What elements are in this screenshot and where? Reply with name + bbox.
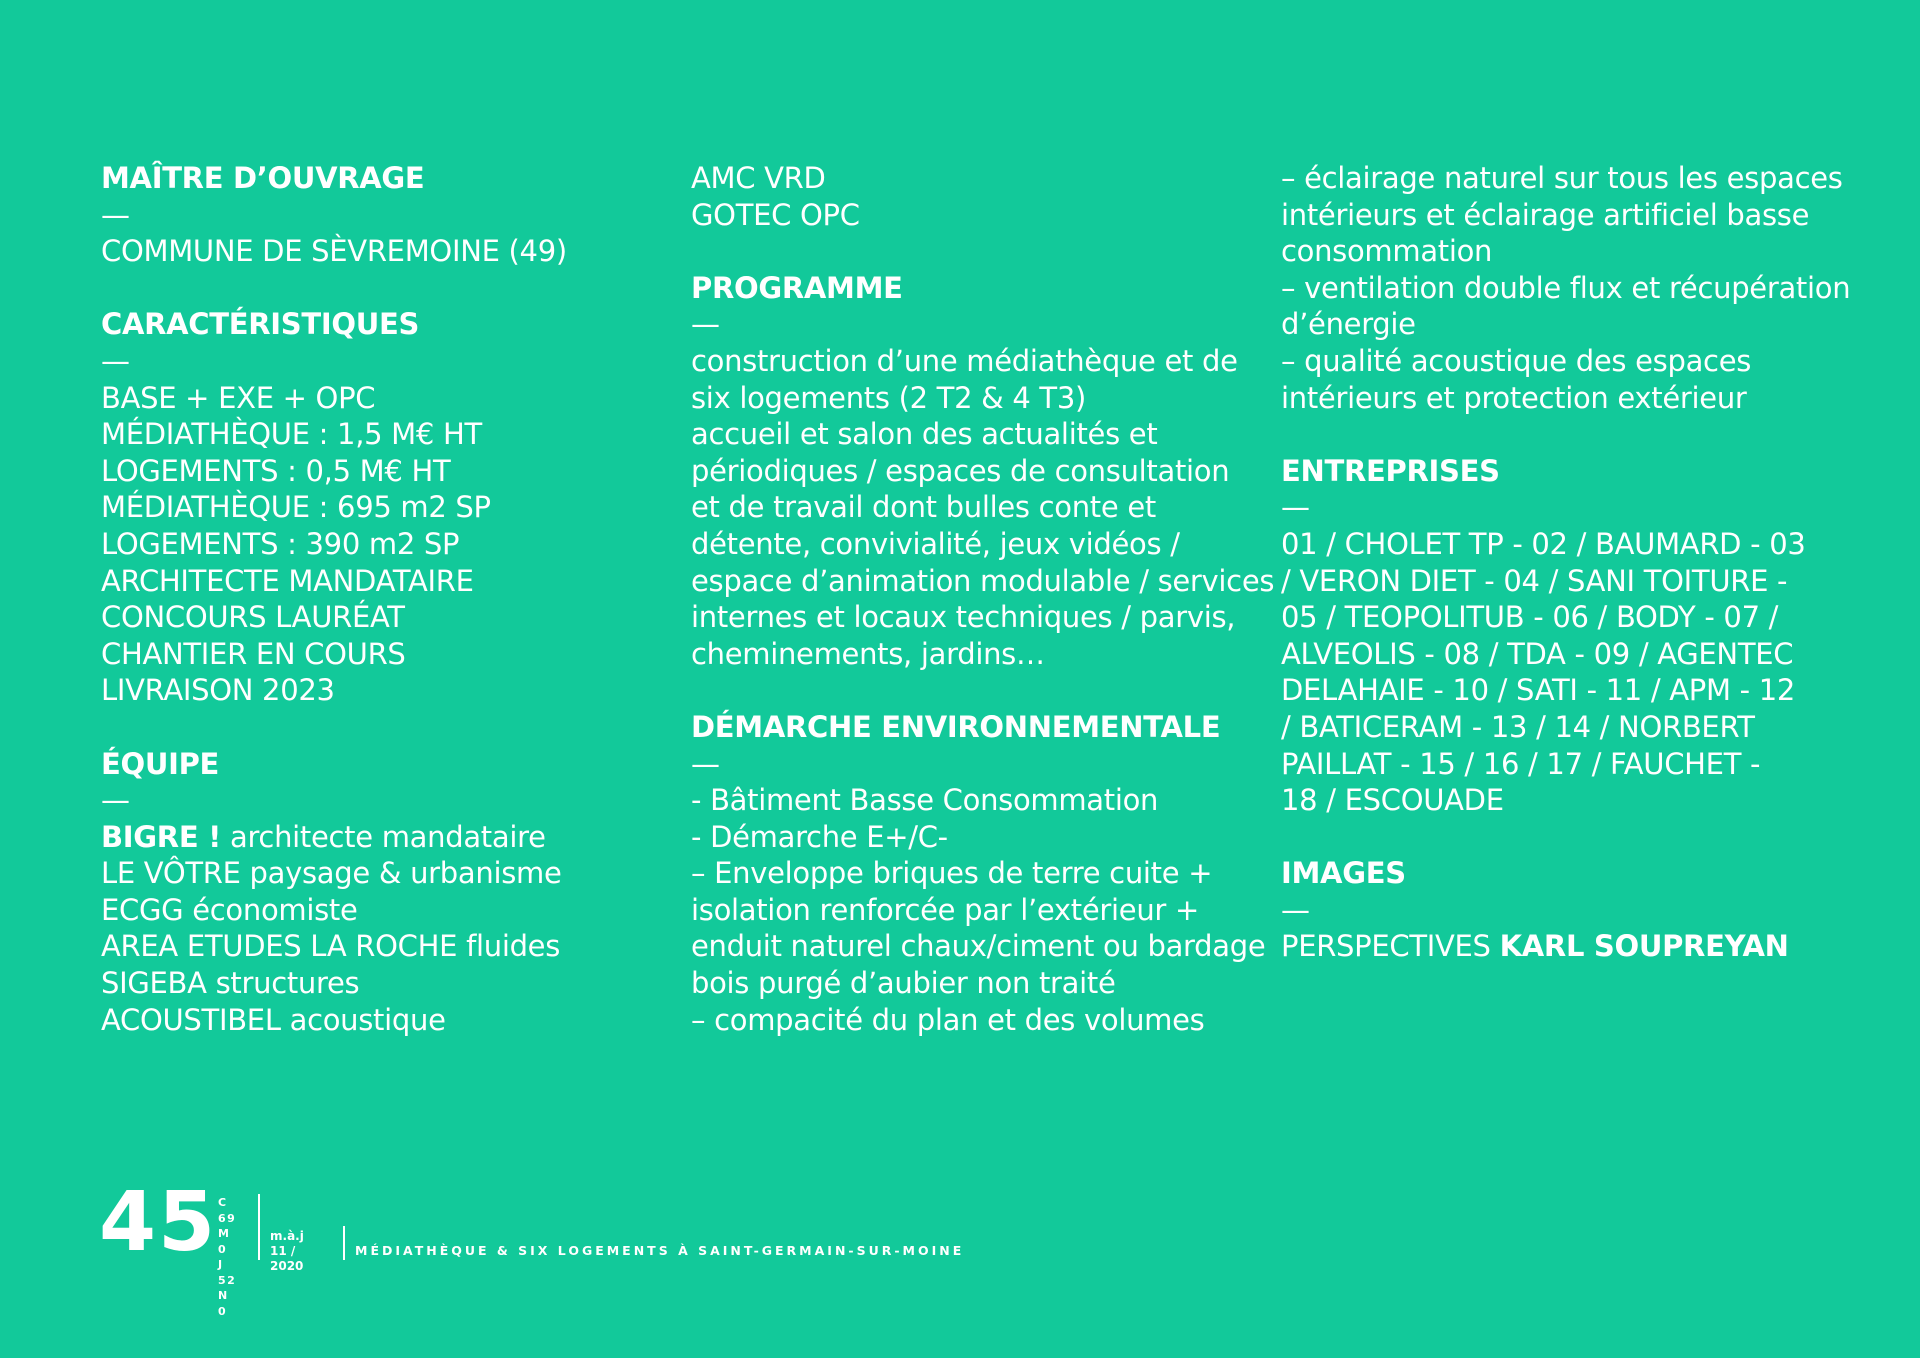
cmyk-j: J 52	[218, 1258, 237, 1287]
page-number: 45	[99, 1175, 218, 1270]
entreprises-line: 05 / TEOPOLITUB - 06 / BODY - 07 /	[1281, 600, 1779, 635]
section-dash: —	[1281, 892, 1310, 927]
programme-line: internes et locaux techniques / parvis,	[691, 600, 1236, 635]
team-member-role: fluides	[457, 929, 561, 964]
caracteristique-line: LOGEMENTS : 0,5 M€ HT	[101, 453, 451, 488]
team-member-continued: GOTEC OPC	[691, 197, 860, 232]
column-1	[101, 160, 661, 1038]
programme-line: cheminements, jardins…	[691, 636, 1045, 671]
demarche-line: – compacité du plan et des volumes	[691, 1002, 1205, 1037]
team-member-continued: AMC VRD	[691, 161, 826, 195]
demarche-line-continued: intérieurs et protection extérieur	[1281, 380, 1747, 415]
team-member-name: LE VÔTRE	[101, 856, 241, 891]
cmyk-values	[218, 1195, 236, 1319]
team-member-role: structures	[206, 966, 360, 1001]
entreprises-line: / VERON DIET - 04 / SANI TOITURE -	[1281, 563, 1788, 598]
entreprises-line: / BATICERAM - 13 / 14 / NORBERT	[1281, 709, 1755, 744]
programme-line: périodiques / espaces de consultation	[691, 453, 1230, 488]
section-dash: —	[691, 746, 720, 781]
demarche-line-continued: d’énergie	[1281, 307, 1416, 342]
programme-line: construction d’une médiathèque et de	[691, 343, 1238, 378]
caracteristique-line: LIVRAISON 2023	[101, 673, 335, 708]
cmyk-n: N 0	[218, 1289, 229, 1318]
caracteristique-line: MÉDIATHÈQUE : 695 m2 SP	[101, 490, 491, 525]
caracteristique-line: BASE + EXE + OPC	[101, 380, 376, 415]
demarche-line: – Enveloppe briques de terre cuite +	[691, 856, 1213, 891]
programme-line: détente, convivialité, jeux vidéos /	[691, 526, 1180, 561]
images-credit-name: KARL SOUPREYAN	[1499, 929, 1789, 964]
entreprises-line: 18 / ESCOUADE	[1281, 783, 1504, 818]
demarche-line-continued: – ventilation double flux et récupération	[1281, 270, 1851, 305]
programme-line: six logements (2 T2 & 4 T3)	[691, 380, 1087, 415]
demarche-line: - Démarche E+/C-	[691, 819, 948, 854]
caracteristique-line: ARCHITECTE MANDATAIRE	[101, 563, 474, 598]
section-dash: —	[101, 197, 130, 232]
project-title: MÉDIATHÈQUE & SIX LOGEMENTS À SAINT-GERMAIN-SUR-MOINE	[355, 1243, 965, 1258]
team-member	[101, 928, 661, 965]
entreprises-line: PAILLAT - 15 / 16 / 17 / FAUCHET -	[1281, 746, 1761, 781]
cmyk-m: M 0	[218, 1227, 231, 1256]
demarche-line: - Bâtiment Basse Consommation	[691, 783, 1159, 818]
maitre-ouvrage-heading: MAÎTRE D’OUVRAGE	[101, 161, 425, 195]
demarche-line: bois purgé d’aubier non traité	[691, 966, 1116, 1001]
entreprises-heading: ENTREPRISES	[1281, 453, 1500, 488]
programme-line: espace d’animation modulable / services	[691, 563, 1275, 598]
team-member-role: acoustique	[280, 1002, 446, 1037]
programme-line: accueil et salon des actualités et	[691, 417, 1158, 452]
team-member	[101, 1002, 661, 1039]
section-dash: —	[101, 343, 130, 378]
caracteristiques-heading: CARACTÉRISTIQUES	[101, 307, 420, 342]
maitre-ouvrage-value: COMMUNE DE SÈVREMOINE (49)	[101, 234, 567, 269]
demarche-line-continued: – éclairage naturel sur tous les espaces	[1281, 161, 1843, 195]
images-credit-prefix: PERSPECTIVES	[1281, 929, 1500, 964]
team-member-role: architecte mandataire	[221, 819, 546, 854]
team-member	[101, 965, 661, 1002]
update-date: 11 / 2020	[270, 1244, 304, 1273]
column-2	[691, 160, 1275, 1038]
entreprises-line: ALVEOLIS - 08 / TDA - 09 / AGENTEC	[1281, 636, 1794, 671]
team-member-name: SIGEBA	[101, 966, 207, 1001]
caracteristique-line: CHANTIER EN COURS	[101, 636, 406, 671]
team-member	[101, 892, 661, 929]
caracteristique-line: LOGEMENTS : 390 m2 SP	[101, 526, 460, 561]
demarche-line: enduit naturel chaux/ciment ou bardage	[691, 929, 1266, 964]
team-member-name: ACOUSTIBEL	[101, 1002, 281, 1037]
caracteristique-line: CONCOURS LAURÉAT	[101, 600, 405, 635]
entreprises-line: DELAHAIE - 10 / SATI - 11 / APM - 12	[1281, 673, 1796, 708]
caracteristique-line: MÉDIATHÈQUE : 1,5 M€ HT	[101, 417, 482, 452]
team-member-name: AREA ETUDES LA ROCHE	[101, 929, 458, 964]
footer-divider	[343, 1226, 345, 1260]
section-dash: —	[101, 783, 130, 818]
section-dash: —	[1281, 490, 1310, 525]
team-member-name: ECGG	[101, 892, 184, 927]
update-label: m.à.j	[270, 1229, 304, 1243]
demarche-line-continued: – qualité acoustique des espaces	[1281, 343, 1752, 378]
team-member-name: BIGRE !	[101, 819, 222, 854]
team-member	[101, 855, 661, 892]
images-credit	[1281, 928, 1841, 965]
update-info	[270, 1229, 304, 1274]
demarche-line-continued: intérieurs et éclairage artificiel basse	[1281, 197, 1810, 232]
programme-heading: PROGRAMME	[691, 270, 903, 305]
images-heading: IMAGES	[1281, 856, 1406, 891]
programme-line: et de travail dont bulles conte et	[691, 490, 1156, 525]
demarche-line-continued: consommation	[1281, 234, 1493, 269]
demarche-heading: DÉMARCHE ENVIRONNEMENTALE	[691, 709, 1221, 744]
equipe-heading: ÉQUIPE	[101, 746, 220, 781]
footer-divider	[258, 1194, 260, 1260]
demarche-line: isolation renforcée par l’extérieur +	[691, 892, 1199, 927]
team-member	[101, 819, 661, 856]
column-3	[1281, 160, 1851, 965]
section-dash: —	[691, 307, 720, 342]
cmyk-c: C 69	[218, 1196, 237, 1225]
team-member-role: économiste	[183, 892, 358, 927]
entreprises-line: 01 / CHOLET TP - 02 / BAUMARD - 03	[1281, 526, 1806, 561]
team-member-role: paysage & urbanisme	[240, 856, 562, 891]
